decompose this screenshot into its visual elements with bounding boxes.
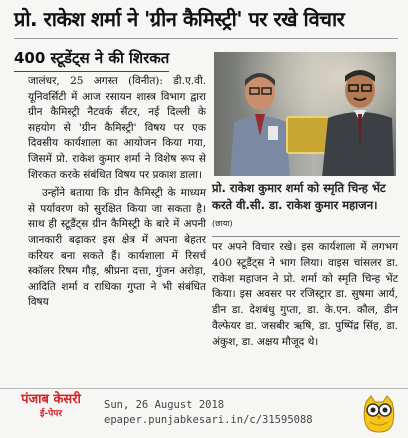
- photo-caption-text: प्रो. राकेश कुमार शर्मा को स्मृति चिन्ह भेंट करते वी.सी. डा. राकेश कुमार महाजन।: [212, 181, 386, 212]
- person-left-figure: [228, 66, 292, 176]
- body-paragraph: जालंधर, 25 अगस्त (विनीत): डी.ए.वी. यूनिवर्सिटी में आज रसायन शास्त्र विभाग द्वारा ग्रीन कैमिस्ट्री नैटवर्क सैंटर, नई दिल्ली के सहयोग से 'ग्रीन कैमिस्ट्री' विषय पर एक दिवसीय कार्यशाला का आयोजन किया गया, जिसमें प्रो. राकेश कुमार शर्मा ने विशेष रूप से शिरकत करके संबंधित विषय पर प्रकाश डाला।: [28, 75, 206, 181]
- brand-name: पंजाब केसरी: [21, 392, 81, 407]
- photo-caption: [212, 180, 398, 232]
- body-paragraph: उन्होंने बताया कि ग्रीन कैमिस्ट्री के माध्यम से पर्यावरण को सुरक्षित किया जा सकता है। साथ ही स्टूडैंट्स ग्रीन कैमिस्ट्री के बारे में अपनी जानकारी बढ़ाकर इस क्षेत्र में अपना बेहतर करियर बना सकते हैं। कार्यशाला में रिसर्च स्कॉलर रिषम गौड़, श्रीप्रना दत्ता, गुंजन अरोड़ा, आदिति शर्मा व राधिका गुप्ता ने भी संबंधित विषय: [28, 187, 206, 309]
- headline-divider: [14, 38, 398, 39]
- edition-date: Sun, 26 August 2018: [104, 399, 225, 411]
- photo-credit: (छाया): [212, 219, 233, 228]
- brand-subtitle: ई-पेपर: [39, 409, 63, 419]
- owl-mascot-icon: [362, 394, 396, 434]
- newspaper-logo[interactable]: [6, 392, 96, 422]
- clipping-url[interactable]: epaper.punjabkesari.in/c/31595088: [104, 414, 313, 426]
- article-headline: प्रो. राकेश शर्मा ने 'ग्रीन कैमिस्ट्री' पर रखे विचार: [14, 7, 345, 31]
- body-paragraph: पर अपने विचार रखे। इस कार्यशाला में लगभग 400 स्टूडैंट्स ने भाग लिया। वाइस चांसलर डा. राकेश महाजन ने प्रो. शर्मा को स्मृति चिन्ह भेंट किया। इस अवसर पर रजिस्ट्रार डा. सुषमा आर्य, डीन डा. देशबंधु गुप्ता, डा. के.एन. कौल, डीन वैल्फेयर डा. जसबीर ऋषि, डा. पुष्पिंद्र सिंह, डा. अंकुश, डा. अक्षय मौजूद थे।: [212, 241, 398, 348]
- caption-divider: [212, 236, 400, 237]
- article-body-right: [212, 240, 398, 351]
- article-photo: [214, 52, 396, 176]
- article-subheadline: 400 स्टूडेंट्स ने की शिरकत: [14, 48, 169, 72]
- article-body-left: [28, 74, 206, 311]
- footer-divider: [0, 388, 408, 389]
- person-right-figure: [318, 64, 394, 176]
